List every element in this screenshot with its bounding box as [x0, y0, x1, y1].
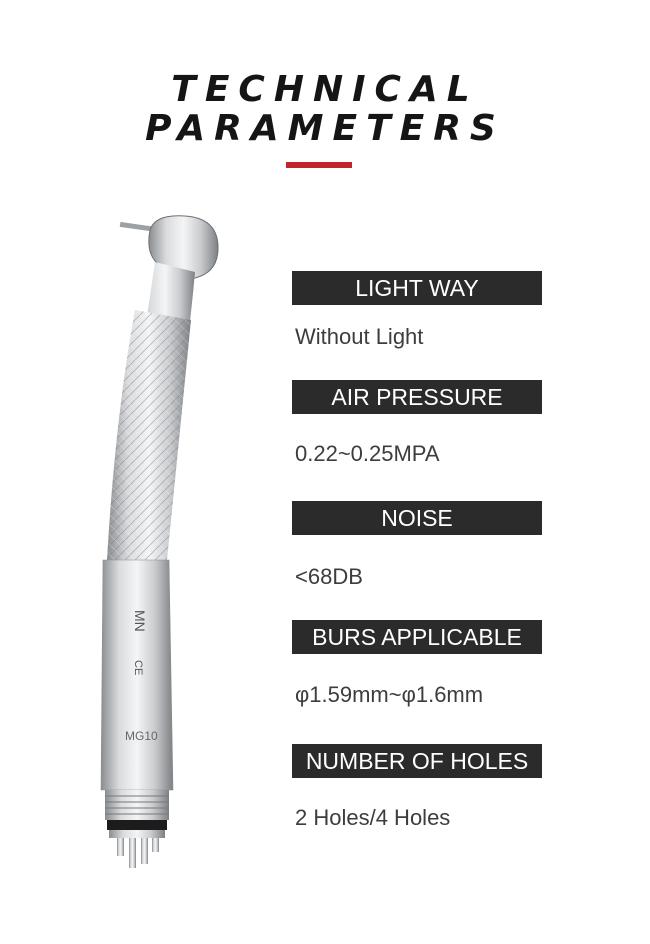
model-mark: MG10: [125, 729, 158, 743]
param-label-noise: NOISE: [292, 501, 542, 535]
title-accent-bar: [286, 162, 352, 168]
param-value-light-way: Without Light: [295, 324, 424, 349]
param-value-air-pressure: 0.22~0.25MPA: [295, 441, 440, 466]
ce-mark: CE: [132, 660, 144, 676]
param-label-light-way: LIGHT WAY: [292, 271, 542, 305]
title-line-2: PARAMETERS: [145, 108, 505, 149]
param-value-number-of-holes: 2 Holes/4 Holes: [295, 805, 451, 830]
param-label-burs-applicable: BURS APPLICABLE: [292, 620, 542, 654]
param-label-air-pressure: AIR PRESSURE: [292, 380, 542, 414]
param-label-number-of-holes: NUMBER OF HOLES: [292, 744, 542, 778]
handpiece-image: [95, 200, 235, 880]
param-value-burs-applicable: φ1.59mm~φ1.6mm: [295, 682, 484, 707]
param-value-noise: <68DB: [295, 564, 363, 589]
title-line-1: TECHNICAL: [171, 69, 479, 110]
handpiece-logo: MN: [132, 610, 148, 632]
